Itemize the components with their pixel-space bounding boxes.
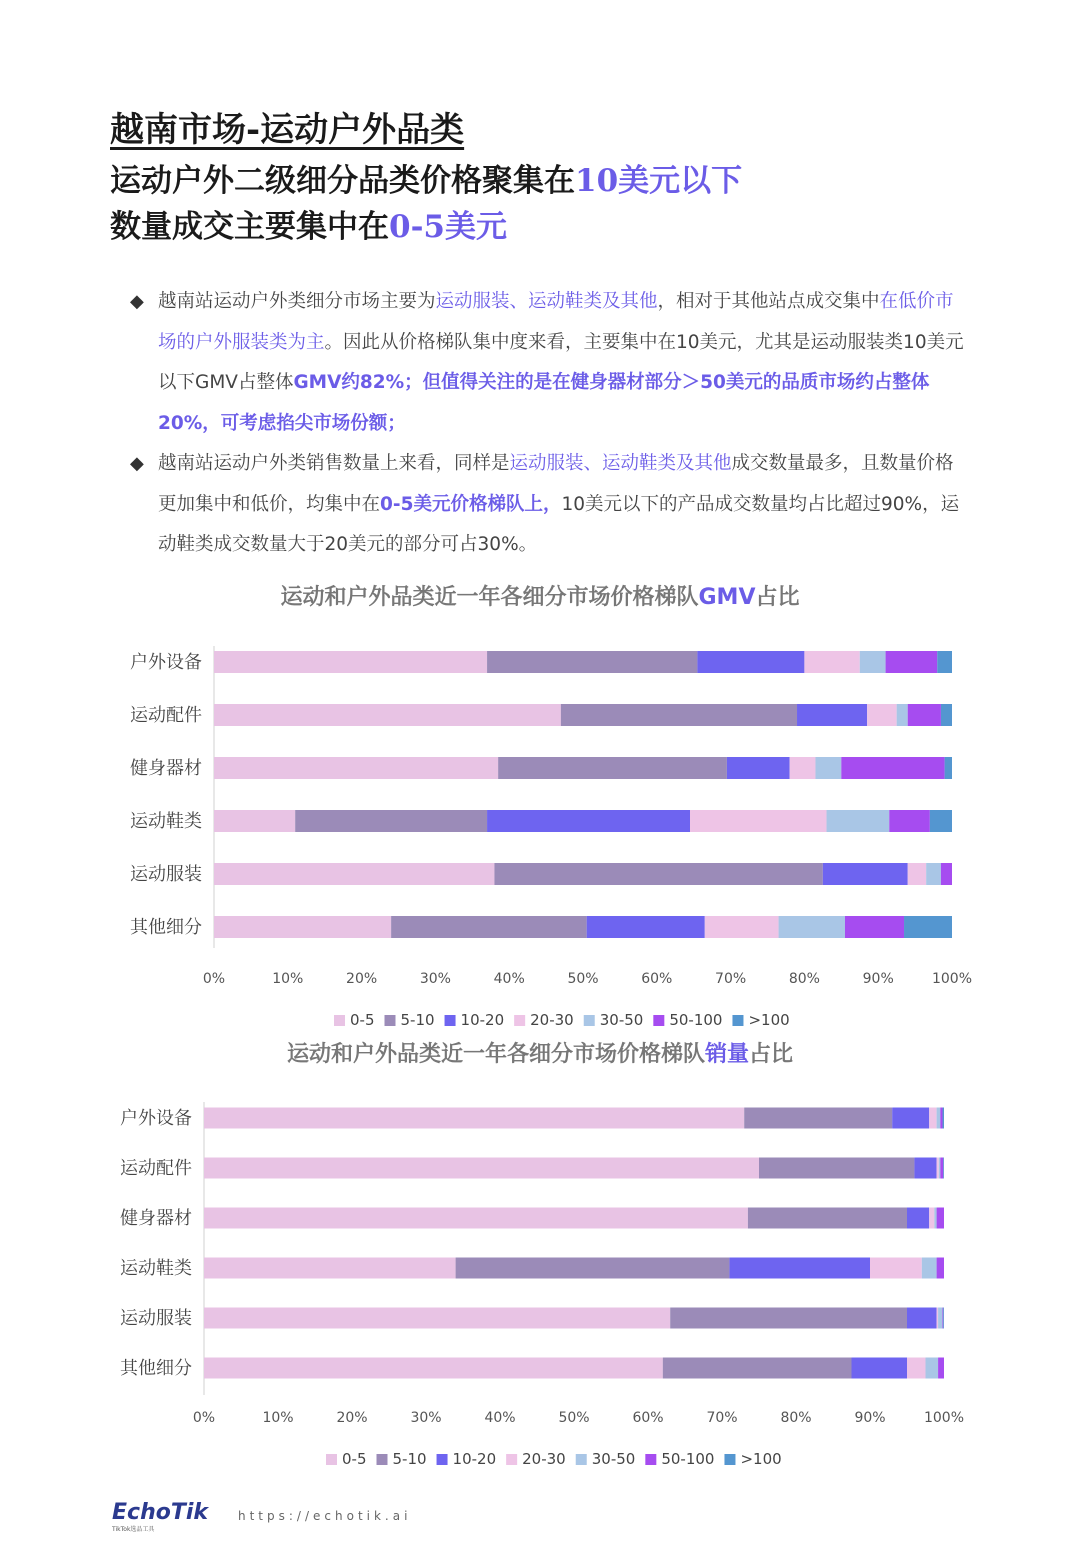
legend-swatch <box>576 1454 587 1465</box>
bar-segment <box>797 704 867 726</box>
bar-segment <box>943 1158 944 1179</box>
bar-segment <box>705 916 779 938</box>
bar-segment <box>823 863 908 885</box>
legend-label: >100 <box>740 1450 782 1468</box>
bullet-1-highlight-a: 运动服装、运动鞋类及其他 <box>435 291 658 312</box>
x-tick-label: 10% <box>272 971 304 987</box>
category-label: 其他细分 <box>130 917 202 938</box>
x-tick-label: 100% <box>923 1410 965 1426</box>
x-tick-label: 70% <box>715 971 747 987</box>
bar-segment <box>214 704 561 726</box>
gmv-title-accent: GMV <box>698 585 756 610</box>
bullet-1-bold: GMV约82%；但值得关注的是在健身器材部分＞50美元的品质市场约占整体20%，可考虑掐尖市场份额； <box>158 372 930 434</box>
x-tick-label: 10% <box>262 1410 294 1426</box>
bar-segment <box>934 1208 936 1229</box>
category-label: 运动鞋类 <box>130 811 202 832</box>
bullet-2-bold: 0-5美元价格梯队上， <box>380 493 562 515</box>
subtitle-1-text: 运动户外二级细分品类价格聚集在 <box>110 163 575 199</box>
bar-segment <box>214 810 295 832</box>
subtitle-line-2 <box>110 204 1010 250</box>
bar-segment <box>897 704 908 726</box>
bullet-list <box>130 282 970 566</box>
legend-swatch <box>326 1454 337 1465</box>
category-label: 运动配件 <box>130 705 202 726</box>
bar-segment <box>943 1308 944 1329</box>
bar-segment <box>908 863 926 885</box>
bar-segment <box>929 1108 936 1129</box>
bar-segment <box>456 1258 730 1279</box>
gmv-title-suffix: 占比 <box>755 585 800 610</box>
bar-segment <box>945 757 952 779</box>
legend-swatch <box>334 1015 345 1026</box>
bar-segment <box>391 916 587 938</box>
bar-segment <box>214 757 498 779</box>
diamond-bullet-icon: ◆ <box>130 291 144 312</box>
bullet-1-text-b: ，相对于其他站点成交集中 <box>657 291 880 312</box>
bar-segment <box>907 1358 926 1379</box>
bar-segment <box>295 810 487 832</box>
bullet-2-text-a: 越南站运动户外类销售数量上来看，同样是 <box>158 453 510 474</box>
x-tick-label: 80% <box>788 971 820 987</box>
subtitle-1-accent: 10美元以下 <box>575 163 743 199</box>
legend-label: 0-5 <box>350 1011 375 1029</box>
bar-segment <box>941 863 952 885</box>
x-tick-label: 70% <box>706 1410 738 1426</box>
x-tick-label: 20% <box>336 1410 368 1426</box>
bar-segment <box>926 1358 939 1379</box>
bar-segment <box>748 1208 907 1229</box>
bar-segment <box>907 1208 929 1229</box>
bar-segment <box>214 863 494 885</box>
bullet-2-text-b: 成交数量最多，且数量价格更加集中和低价，均集中在 <box>158 453 954 515</box>
legend-label: 5-10 <box>392 1450 427 1468</box>
category-label: 健身器材 <box>130 758 202 779</box>
bar-segment <box>943 1308 944 1329</box>
bullet-1-highlight-b: 在低价市场的户外服装类为主 <box>158 291 954 353</box>
bar-segment <box>889 810 930 832</box>
x-tick-label: 50% <box>567 971 599 987</box>
bar-segment <box>941 704 952 726</box>
logo-subtitle: TikTok选品工具 <box>112 1526 155 1533</box>
bar-segment <box>922 1258 937 1279</box>
bar-segment <box>914 1158 936 1179</box>
bar-segment <box>937 651 952 673</box>
bullet-1-text-c: 。因此从价格梯队集中度来看，主要集中在10美元，尤其是运动服装类10美元以下GMV占整体 <box>158 331 964 393</box>
x-tick-label: 20% <box>346 971 378 987</box>
bar-segment <box>937 1108 941 1129</box>
bar-segment <box>804 651 859 673</box>
bar-segment <box>498 757 727 779</box>
subtitle-2-text: 数量成交主要集中在 <box>110 209 389 245</box>
bar-segment <box>790 757 816 779</box>
bar-segment <box>867 704 897 726</box>
bar-segment <box>930 810 952 832</box>
bar-segment <box>860 651 886 673</box>
bar-segment <box>744 1108 892 1129</box>
legend-label: >100 <box>748 1011 790 1029</box>
legend-swatch <box>732 1015 743 1026</box>
footer-url: https://echotik.ai <box>238 1509 412 1523</box>
bar-segment <box>204 1258 456 1279</box>
bar-segment <box>690 810 827 832</box>
bar-segment <box>937 1208 944 1229</box>
page-title: 越南市场-运动户外品类 <box>110 110 465 150</box>
category-label: 户外设备 <box>120 1108 192 1129</box>
legend-swatch <box>724 1454 735 1465</box>
diamond-bullet-icon: ◆ <box>130 453 144 474</box>
legend-label: 20-30 <box>530 1011 574 1029</box>
legend-swatch <box>645 1454 656 1465</box>
bar-segment <box>204 1358 663 1379</box>
category-label: 健身器材 <box>120 1208 192 1229</box>
bar-segment <box>487 651 697 673</box>
category-label: 运动服装 <box>130 864 202 885</box>
legend-label: 10-20 <box>460 1011 505 1029</box>
x-tick-label: 50% <box>558 1410 590 1426</box>
bar-segment <box>926 863 941 885</box>
legend-swatch <box>437 1454 448 1465</box>
bar-segment <box>214 651 487 673</box>
bar-segment <box>943 1108 944 1129</box>
bar-segment <box>779 916 845 938</box>
x-tick-label: 40% <box>493 971 525 987</box>
x-tick-label: 80% <box>780 1410 812 1426</box>
bar-segment <box>938 1308 942 1329</box>
bar-segment <box>870 1258 922 1279</box>
volume-stacked-bar-chart <box>0 1085 1080 1485</box>
bullet-2-highlight-a: 运动服装、运动鞋类及其他 <box>509 453 732 474</box>
category-label: 运动服装 <box>120 1308 192 1329</box>
bar-segment <box>204 1208 748 1229</box>
bullet-2 <box>130 444 970 566</box>
vol-title-accent: 销量 <box>704 1042 749 1067</box>
legend-swatch <box>514 1015 525 1026</box>
bar-segment <box>214 916 391 938</box>
bar-segment <box>204 1158 759 1179</box>
bar-segment <box>940 1108 942 1129</box>
bar-segment <box>907 1308 937 1329</box>
legend-swatch <box>584 1015 595 1026</box>
bar-segment <box>937 1158 939 1179</box>
bar-segment <box>892 1108 929 1129</box>
bar-segment <box>494 863 822 885</box>
bar-segment <box>845 916 904 938</box>
x-tick-label: 0% <box>202 971 226 987</box>
bar-segment <box>929 1208 934 1229</box>
gmv-chart-title <box>0 580 1080 611</box>
x-tick-label: 100% <box>931 971 973 987</box>
category-label: 其他细分 <box>120 1358 192 1379</box>
bar-segment <box>759 1158 914 1179</box>
x-tick-label: 30% <box>410 1410 442 1426</box>
legend-label: 20-30 <box>522 1450 566 1468</box>
subtitle-2-accent: 0-5美元 <box>389 209 508 245</box>
bar-segment <box>937 1258 944 1279</box>
bar-segment <box>938 1358 944 1379</box>
legend-label: 10-20 <box>452 1450 497 1468</box>
bar-segment <box>587 916 705 938</box>
bar-segment <box>841 757 944 779</box>
legend-label: 5-10 <box>400 1011 435 1029</box>
legend-label: 30-50 <box>591 1450 636 1468</box>
bar-segment <box>204 1108 744 1129</box>
legend-swatch <box>385 1015 396 1026</box>
category-label: 户外设备 <box>130 652 202 673</box>
x-tick-label: 90% <box>862 971 894 987</box>
x-tick-label: 30% <box>419 971 451 987</box>
legend-label: 50-100 <box>669 1011 723 1029</box>
bullet-1-text-a: 越南站运动户外类细分市场主要为 <box>158 291 436 312</box>
legend-swatch <box>445 1015 456 1026</box>
echotik-logo: EchoTik <box>112 1500 209 1525</box>
bar-segment <box>487 810 690 832</box>
category-label: 运动鞋类 <box>120 1258 192 1279</box>
bullet-1 <box>130 282 970 444</box>
volume-chart-title <box>0 1037 1080 1068</box>
bar-segment <box>670 1308 907 1329</box>
bullet-2-text-c: 10美元以下的产品成交数量均占比超过90%，运动鞋类成交数量大于20美元的部分可占30%。 <box>158 493 960 555</box>
bar-segment <box>940 1158 943 1179</box>
title-block <box>110 108 1010 250</box>
bar-segment <box>204 1308 670 1329</box>
bar-segment <box>852 1358 908 1379</box>
bar-segment <box>908 704 941 726</box>
bar-segment <box>561 704 797 726</box>
legend-label: 50-100 <box>661 1450 715 1468</box>
bar-segment <box>727 757 790 779</box>
bar-segment <box>827 810 890 832</box>
vol-title-suffix: 占比 <box>749 1042 794 1067</box>
subtitle-line-1 <box>110 158 1010 204</box>
x-tick-label: 90% <box>854 1410 886 1426</box>
x-tick-label: 40% <box>484 1410 516 1426</box>
gmv-title-text: 运动和户外品类近一年各细分市场价格梯队 <box>280 585 699 610</box>
bar-segment <box>663 1358 852 1379</box>
bar-segment <box>904 916 952 938</box>
legend-swatch <box>653 1015 664 1026</box>
legend-swatch <box>377 1454 388 1465</box>
legend-label: 0-5 <box>342 1450 367 1468</box>
bar-segment <box>937 1308 938 1329</box>
x-tick-label: 0% <box>192 1410 216 1426</box>
bar-segment <box>729 1258 870 1279</box>
vol-title-text: 运动和户外品类近一年各细分市场价格梯队 <box>286 1042 705 1067</box>
bar-segment <box>815 757 841 779</box>
legend-label: 30-50 <box>599 1011 644 1029</box>
category-label: 运动配件 <box>120 1158 192 1179</box>
bar-segment <box>697 651 804 673</box>
bar-segment <box>939 1158 940 1179</box>
x-tick-label: 60% <box>632 1410 664 1426</box>
x-tick-label: 60% <box>641 971 673 987</box>
legend-swatch <box>506 1454 517 1465</box>
gmv-stacked-bar-chart <box>0 630 1080 1030</box>
bar-segment <box>886 651 938 673</box>
